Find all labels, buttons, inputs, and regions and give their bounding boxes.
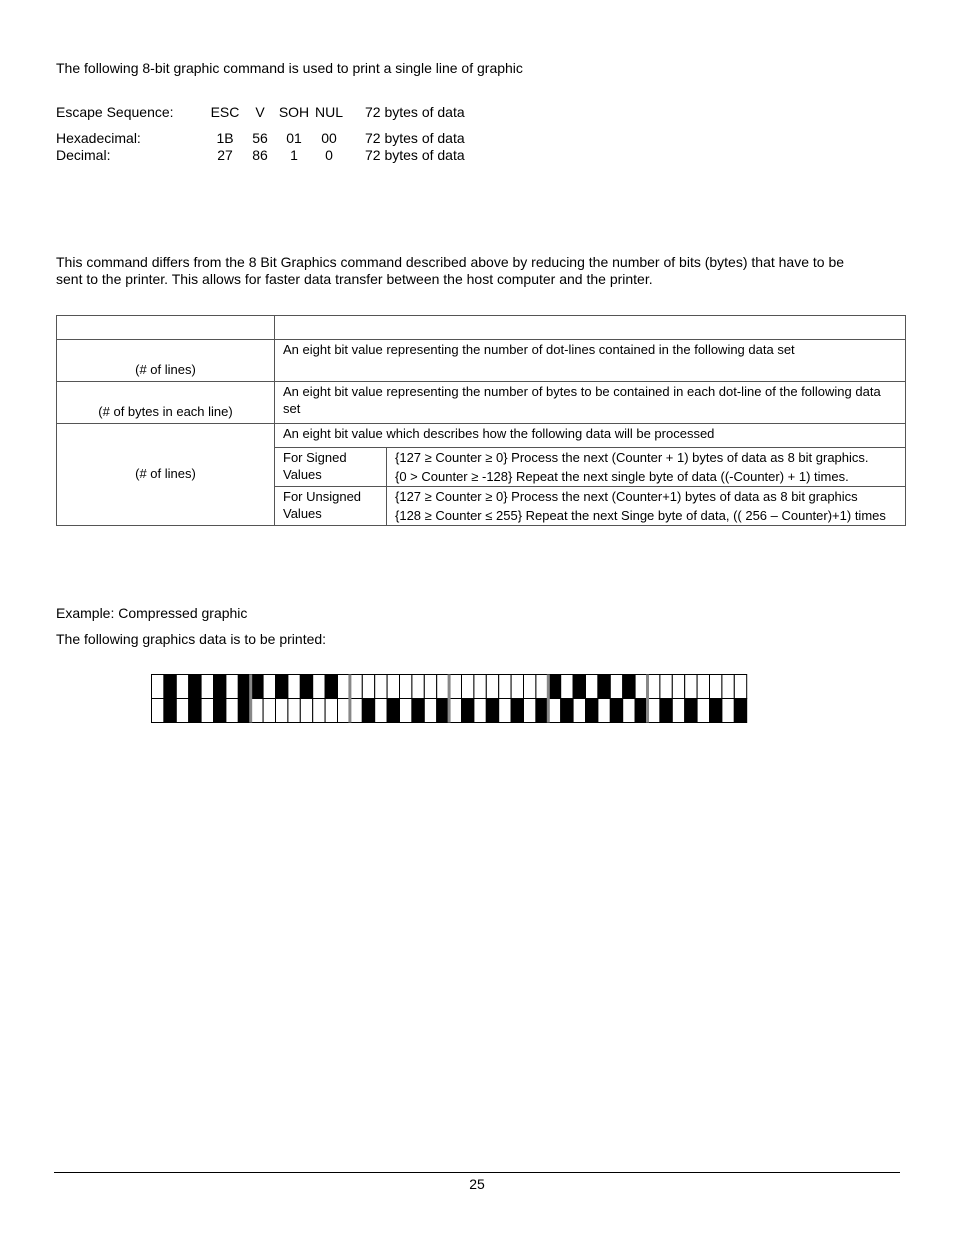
bitmap-cell <box>635 675 647 699</box>
bytes-desc-cell: An eight bit value representing the number of bytes to be contained in each dot-line of the following data set <box>275 382 906 424</box>
bitmap-cell <box>449 675 461 699</box>
bitmap-cell <box>201 699 213 723</box>
bitmap-cell <box>660 699 672 723</box>
bitmap-cell <box>635 699 647 723</box>
bitmap-cell <box>288 675 300 699</box>
bitmap-cell <box>722 699 734 723</box>
bitmap-cell <box>722 675 734 699</box>
bitmap-cell <box>561 699 573 723</box>
bitmap-cell <box>462 675 474 699</box>
bitmap-cell <box>573 675 585 699</box>
dec-soh: 1 <box>290 147 298 163</box>
unsigned-line-1: {127 ≥ Counter ≥ 0} Process the next (Counter+1) bytes of data as 8 bit graphics <box>395 489 858 504</box>
seq-soh: SOH <box>278 104 310 120</box>
signed-desc-cell <box>387 448 906 487</box>
hex-nul: 00 <box>321 130 337 146</box>
bitmap-cell <box>313 675 325 699</box>
bitmap-cell <box>226 699 238 723</box>
bitmap-cell <box>251 675 263 699</box>
bitmap-cell <box>449 699 461 723</box>
bitmap-cell <box>734 675 746 699</box>
bitmap-cell <box>375 675 387 699</box>
dec-label: Decimal: <box>56 147 111 163</box>
bitmap-cell <box>176 699 188 723</box>
unsigned-label-cell: For Unsigned Values <box>275 487 387 526</box>
hex-data: 72 bytes of data <box>365 130 465 146</box>
bitmap-cell <box>226 675 238 699</box>
table-row <box>57 382 906 424</box>
table-row <box>57 340 906 382</box>
bitmap-cell <box>387 675 399 699</box>
bitmap-cell <box>214 699 226 723</box>
seq-esc: ESC <box>210 104 240 120</box>
bitmap-cell <box>263 675 275 699</box>
bitmap-cell <box>623 699 635 723</box>
bitmap-cell <box>648 699 660 723</box>
unsigned-line-2: {128 ≥ Counter ≤ 255} Repeat the next Singe byte of data, (( 256 – Counter)+1) times <box>395 508 886 523</box>
bitmap-cell <box>251 699 263 723</box>
bitmap-cell <box>288 699 300 723</box>
bitmap-cell <box>499 675 511 699</box>
footer-rule <box>54 1172 900 1173</box>
bitmap-cell <box>238 675 250 699</box>
bitmap-cell <box>511 675 523 699</box>
bitmap-cell <box>387 699 399 723</box>
bytes-param-cell: (# of bytes in each line) <box>57 382 275 424</box>
table-header-left <box>57 316 275 340</box>
bitmap-cell <box>424 675 436 699</box>
hex-soh: 01 <box>286 130 302 146</box>
bitmap-cell <box>325 699 337 723</box>
bitmap-cell <box>276 699 288 723</box>
bitmap-cell <box>672 675 684 699</box>
lines-param-cell: (# of lines) <box>57 340 275 382</box>
bitmap-cell <box>610 699 622 723</box>
page-number: 25 <box>469 1176 485 1192</box>
counter-desc-cell: An eight bit value which describes how the following data will be processed <box>275 424 906 448</box>
bitmap-cell <box>276 675 288 699</box>
bitmap-cell <box>685 675 697 699</box>
example-title: Example: Compressed graphic <box>56 605 248 621</box>
bitmap-cell <box>338 675 350 699</box>
bitmap-cell <box>548 675 560 699</box>
intro-text: The following 8-bit graphic command is used to print a single line of graphic <box>56 60 523 76</box>
bitmap-cell <box>375 699 387 723</box>
bitmap-cell <box>362 699 374 723</box>
bitmap-cell <box>462 699 474 723</box>
bitmap-cell <box>710 699 722 723</box>
bitmap-cell <box>189 699 201 723</box>
bitmap-cell <box>350 675 362 699</box>
bitmap-cell <box>710 675 722 699</box>
counter-param-cell: (# of lines) <box>57 424 275 526</box>
dec-esc: 27 <box>217 147 233 163</box>
bitmap-cell <box>238 699 250 723</box>
table-row <box>57 424 906 448</box>
bitmap-cell <box>325 675 337 699</box>
bitmap-cell <box>400 699 412 723</box>
signed-label-cell: For Signed Values <box>275 448 387 487</box>
bitmap-cell <box>152 699 164 723</box>
seq-v: V <box>255 104 265 120</box>
description-paragraph: This command differs from the 8 Bit Graphics command described above by reducing the number of bits (bytes) that have to be sent to the printer. This allows for faster data transfer between the host computer and the printer. <box>56 254 845 287</box>
dec-nul: 0 <box>325 147 333 163</box>
bitmap-cell <box>536 699 548 723</box>
bitmap-cell <box>350 699 362 723</box>
lines-desc-cell: An eight bit value representing the number of dot-lines contained in the following data set <box>275 340 906 382</box>
example-text: The following graphics data is to be printed: <box>56 631 327 647</box>
bitmap-cell <box>598 699 610 723</box>
bitmap-cell <box>648 675 660 699</box>
bitmap-cell <box>164 699 176 723</box>
bitmap-cell <box>511 699 523 723</box>
bitmap-cell <box>474 699 486 723</box>
bitmap-cell <box>362 675 374 699</box>
bitmap-cell <box>697 699 709 723</box>
bitmap-cell <box>486 699 498 723</box>
unsigned-desc-cell <box>387 487 906 526</box>
bitmap-cell <box>189 675 201 699</box>
bitmap-cell <box>598 675 610 699</box>
bitmap-cell <box>573 699 585 723</box>
bitmap-cell <box>164 675 176 699</box>
bitmap-cell <box>623 675 635 699</box>
bitmap-cell <box>536 675 548 699</box>
bitmap-cell <box>437 675 449 699</box>
seq-nul: NUL <box>314 104 343 120</box>
dec-v: 86 <box>252 147 268 163</box>
command-parameter-table <box>56 315 906 526</box>
bitmap-cell <box>734 699 746 723</box>
dec-data: 72 bytes of data <box>365 147 465 163</box>
bitmap-svg <box>151 674 748 725</box>
bitmap-cell <box>338 699 350 723</box>
bitmap-cell <box>524 675 536 699</box>
bitmap-cell <box>685 699 697 723</box>
bitmap-cell <box>672 699 684 723</box>
hex-esc: 1B <box>216 130 234 146</box>
bitmap-cell <box>586 699 598 723</box>
bitmap-cell <box>474 675 486 699</box>
bitmap-cell <box>263 699 275 723</box>
bitmap-cell <box>424 699 436 723</box>
bitmap-cell <box>524 699 536 723</box>
bitmap-cell <box>412 675 424 699</box>
bitmap-cell <box>412 699 424 723</box>
bitmap-cell <box>300 699 312 723</box>
bitmap-cell <box>486 675 498 699</box>
signed-line-1: {127 ≥ Counter ≥ 0} Process the next (Counter + 1) bytes of data as 8 bit graphics. <box>395 450 869 465</box>
bitmap-cell <box>697 675 709 699</box>
seq-label: Escape Sequence: <box>56 104 174 120</box>
bitmap-cell <box>300 675 312 699</box>
seq-data: 72 bytes of data <box>365 104 465 120</box>
bitmap-cell <box>152 675 164 699</box>
hex-label: Hexadecimal: <box>56 130 141 146</box>
bitmap-cell <box>499 699 511 723</box>
bitmap-cell <box>660 675 672 699</box>
bitmap-cell <box>214 675 226 699</box>
bitmap-cell <box>548 699 560 723</box>
hex-v: 56 <box>252 130 268 146</box>
bitmap-cell <box>400 675 412 699</box>
bitmap-cell <box>610 675 622 699</box>
signed-line-2: {0 > Counter ≥ -128} Repeat the next single byte of data ((-Counter) + 1) times. <box>395 469 849 484</box>
bitmap-cell <box>201 675 213 699</box>
bitmap-cell <box>313 699 325 723</box>
bitmap-cell <box>437 699 449 723</box>
table-header-right <box>275 316 906 340</box>
graphic-data-bitmap <box>151 674 748 725</box>
table-header-row <box>57 316 906 340</box>
bitmap-cell <box>176 675 188 699</box>
bitmap-cell <box>561 675 573 699</box>
bitmap-cell <box>586 675 598 699</box>
